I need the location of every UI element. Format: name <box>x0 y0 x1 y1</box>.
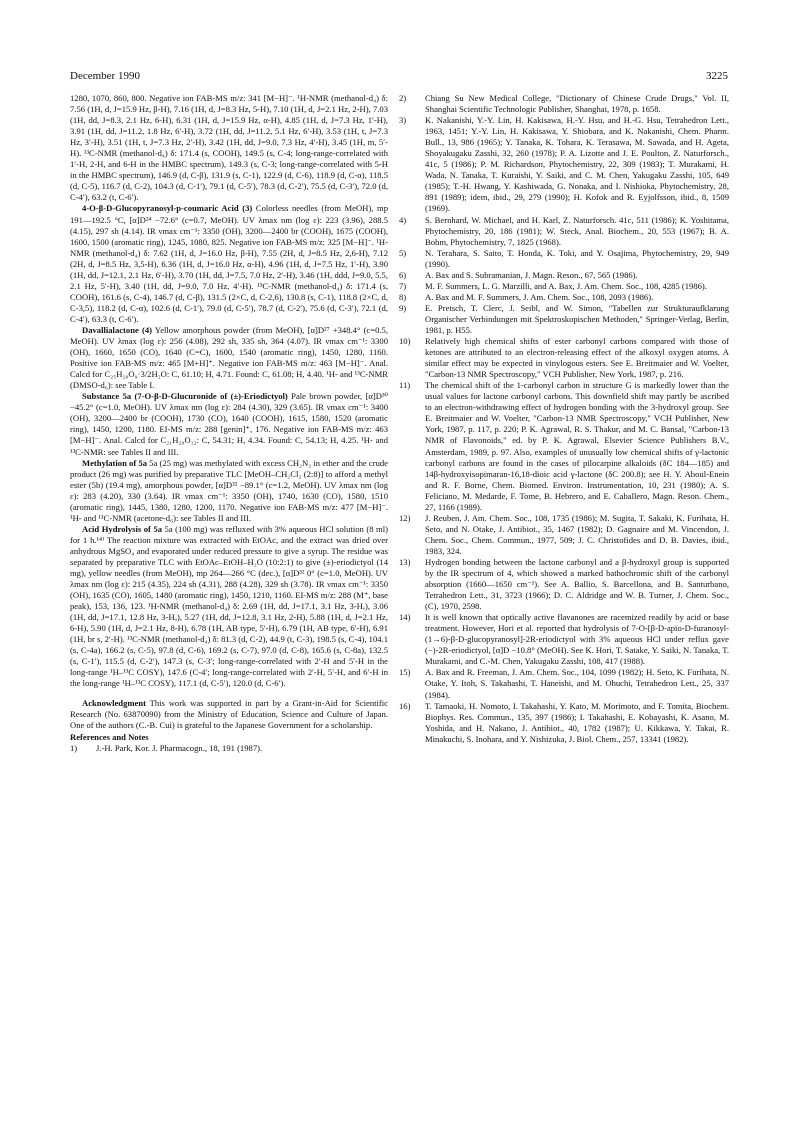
reference-text: Relatively high chemical shifts of ester carbonyl carbons compared with those of ketones are attributed to an electron-releasing effect of the alkoxyl oxygen atoms. A similar effect may be expected in vinylogous esters. See E. Breitmaier and W. Voelter, "Carbon-13 NMR Spectroscopy," VCH Publisher, New York, 1987, p. 216. <box>425 336 729 380</box>
reference-number: 5) <box>399 247 407 258</box>
run-in-heading: 4-O-β-D-Glucopyranosyl-p-coumaric Acid (3) <box>82 203 253 214</box>
run-in-heading: Substance 5a (7-O-β-D-Glucuronide of (±)-Eriodictyol) <box>82 391 288 402</box>
reference-text: Hydrogen bonding between the lactone carbonyl and a β-hydroxyl group is supported by the IR spectrum of 4, which showed a marked bathochromic shift of the carbonyl absorption (1660—1650 cm⁻¹). See A. Ballio, S. Barcellona, and B. Santurbano, Tetrahedron Lett., 31, 3723 (1966); D. C. Aldridge and W. B. Turner, J. Chem. Soc., (C), 1970, 2598. <box>425 556 729 612</box>
reference-item <box>399 281 729 292</box>
reference-number: 11) <box>399 380 411 391</box>
reference-text: T. Tamaoki, H. Nomoto, I. Takahashi, Y. Kato, M. Morimoto, and F. Tomita, Biochem. Biophys. Res. Commun., 135, 397 (1986); I. Takahashi, E. Kobayashi, K. Asano, M. Yoshida, and H. Nakano, J. Antibiot., 40, 1782 (1987); U. Kikkawa, Y. Takai, R. Minakuchi, S. Inohara, and Y. Nishizuka, J. Biol. Chem., 257, 13341 (1982). <box>425 700 729 744</box>
body-paragraph <box>70 93 388 203</box>
reference-item <box>70 743 388 754</box>
reference-number: 2) <box>399 93 407 103</box>
run-in-heading: Methylation of 5a <box>82 457 147 468</box>
reference-item <box>399 303 729 336</box>
reference-item <box>399 115 729 214</box>
paragraph-text: 5a (25 mg) was methylated with excess CH₂N₂ in ether and the crude product (26 mg) was purified by preparative TLC [MeOH–CH₂Cl₂ (2:8)] to afford a methyl ester (5b) (19.4 mg), amorphous powder, [α]D³² −89.1° (c=1.2, MeOH). UV λmax nm (log ε): 283 (4.20), 330 (3.64). IR νmax cm⁻¹: 3350 (OH), 1740, 1630 (CO), 1580, 1510 (aromatic ring), 1445, 1380, 1280, 1200, 1170. Negative ion FAB-MS m/z: 477 [M−H]⁻. ¹H- and ¹³C-NMR (acetone-d₆): see Tables II and III. <box>70 457 388 523</box>
reference-number: 14) <box>399 612 411 623</box>
reference-text: The chemical shift of the 1-carbonyl carbon in structure G is markedly lower than the usual values for lactone carbonyl carbons. This downfield shift may partly be ascribed to an electron-withdrawing effect of hydrogen bonding with the 3-hydroxyl group. See E. Breitmaier and W. Voelter, "Carbon-13 NMR Spectroscopy," VCH Publisher, New York, 1987, p. 117, p. 220; P. K. Agrawal, R. S. Thakur, and M. C. Bansal, "Carbon-13 NMR of Flavonoids," ed. by P. K. Agrawal, Elsevier Science Publishers B.V., Amsterdam, 1989, p. 97. Also, examples of unusually low chemical shifts of γ-lactonic carbonyl carbons are found in the cases of pilocarpine alkaloids (δC 184—185) and 14β-hydroxyisopimaran-16,18-dioic acid γ-lactone (δC 200.8); see H. Y. Aboul-Enein and R. F. Borne, Chem. Biomed. Environ. Instrumentation, 10, 231 (1980); A. S. Feliciano, M. Medarde, F. Tome, B. Hebrero, and E. Caballero, Magn. Reson. Chem., 27, 1166 (1989). <box>425 380 729 512</box>
run-in-heading: Davallialactone (4) <box>82 324 153 335</box>
reference-text: J.-H. Park, Kor. J. Pharmacogn., 18, 191 (1987). <box>96 742 263 753</box>
reference-number: 1) <box>70 742 78 753</box>
reference-text: E. Pretsch, T. Clerc, J. Seibl, and W. Simon, "Tabellen zur Strukturaufklarung Organischer Verbindungen mit Spektroskopischen Methoden," Springer-Verlag, Berlin, 1981, p. H55. <box>425 302 729 335</box>
reference-text: K. Nakanishi, Y.-Y. Lin, H. Kakisawa, H.-Y. Hsu, and H.-G. Hsu, Tetrahedron Lett., 1963, 1451; Y.-Y. Lin, H. Kakisawa, Y. Shiobara, and K. Nakanishi, Chem. Pharm. Bull., 13, 986 (1965); Y. Tanaka, K. Tohara, K. Terasawa, M. Sawada, and H. Ageta, Shoyakugaku Zasshi, 32, 260 (1978); P. A. Lizotte and J. E. Poulton, Z. Naturforsch., 41c, 5 (1986); P. M. Richardson, Phytochemistry, 22, 309 (1983); T. Murakami, H. Wada, N. Tanaka, T. Kuraishi, Y. Saiki, and C. M. Chen, Yakugaku Zasshi, 105, 649 (1985); T.-H. Hwang, Y. Kashiwada, G. Nonaka, and I. Nishioka, Phytochemistry, 28, 891 (1989); idem, ibid., 29, 279 (1990); H. Kofok and R. Eyjolfsson, ibid., 8, 1509 (1969). <box>425 115 729 214</box>
reference-number: 3) <box>399 115 407 126</box>
paragraph-text: Pale brown powder, [α]D³⁰ −45.2° (c=1.0, MeOH). UV λmax nm (log ε): 284 (4.30), 329 (3.65). IR νmax cm⁻¹: 3400 (OH), 3200—2400 br (COOH), 1730 (CO), 1640 (COOH), 1615, 1580, 1520 (aromatic ring), 1450, 1200, 1180. EI-MS m/z: 288 [genin]⁺, 176. Negative ion FAB-MS m/z: 463 [M−H]⁻. Anal. Calcd for C₂₁H₂₀O₁₂: C, 54.31; H, 4.34. Found: C, 54.13; H, 4.25. ¹H- and ¹³C-NMR: see Tables II and III. <box>70 391 388 457</box>
page-number: 3225 <box>706 70 728 82</box>
experimental-section <box>70 93 388 731</box>
reference-text: M. F. Summers, L. G. Marzilli, and A. Bax, J. Am. Chem. Soc., 108, 4285 (1986). <box>425 280 707 291</box>
paragraph-text: Yellow amorphous powder (from MeOH), [α]D²⁷ +348.4° (c=0.5, MeOH). UV λmax (log ε): 256 (4.08), 292 sh, 335 sh, 364 (4.07). IR νmax cm⁻¹: 3300 (OH), 1660, 1650 (CO), 1640 (C=C), 1600, 1540 (aromatic ring), 1450, 1280, 1160. Positive ion FAB-MS m/z: 465 [M+H]⁺. Negative ion FAB-MS m/z: 463 [M−H]⁻. Anal. Calcd for C₂₅H₂₀O₉·3/2H₂O: C, 61.10; H, 4.71. Found: C, 61.08; H, 4.40. ¹H- and ¹³C-NMR (DMSO-d₆): see Table I. <box>70 324 388 391</box>
reference-number: 7) <box>399 280 407 291</box>
reference-item <box>399 292 729 303</box>
reference-text: A. Bax and M. F. Summers, J. Am. Chem. Soc., 108, 2093 (1986). <box>425 291 654 302</box>
references-heading: References and Notes <box>70 731 149 742</box>
reference-item <box>399 513 729 557</box>
body-paragraph <box>70 391 388 457</box>
left-column <box>70 93 388 754</box>
reference-item <box>399 557 729 612</box>
reference-number: 6) <box>399 269 407 280</box>
reference-text: S. Bernhard, W. Michael, and H. Karl, Z. Naturforsch. 41c, 511 (1986); K. Yoshitama, Phytochemistry, 20, 186 (1981); W. Steck, Anal. Biochem., 20, 553 (1967); B. A. Bohm, Phytochemistry, 7, 1825 (1968). <box>425 214 729 247</box>
run-in-heading: Acid Hydrolysis of 5a <box>82 523 162 534</box>
reference-item <box>399 380 729 513</box>
reference-number: 4) <box>399 214 407 225</box>
paragraph-text: 1280, 1070, 860, 800. Negative ion FAB-MS m/z: 341 [M−H]⁻. ¹H-NMR (methanol-d₄) δ: 7.56 (1H, d, J=15.9 Hz, β-H), 7.16 (1H, d, J=8.3 Hz, 5-H), 7.10 (1H, d, J=2.1 Hz, 2-H), 7.03 (1H, dd, J=8.3, 2.1 Hz, 6-H), 6.31 (1H, d, J=15.9 Hz, α-H), 4.85 (1H, d, J=7.3 Hz, 1′-H), 3.91 (1H, dd, J=11.2, 1.8 Hz, 6′-H), 3.72 (1H, dd, J=11.2, 5.1 Hz, 6′-H), 3.53 (1H, t, J=7.3 Hz, 3′-H), 3.51 (1H, t, J=7.3 Hz, 2′-H), 3.42 (1H, dd, J=9.0, 7.3 Hz, 4′-H), 3.45 (1H, m, 5′-H). ¹³C-NMR (methanol-d₄) δ: 171.4 (s, COOH), 149.5 (s, C-4; long-range-correlated with 1′-H, 2-H, and 6-H in the HMBC spectrum), 149.3 (s, C-3; long-range-correlated with 5-H in the HMBC spectrum), 146.9 (d, C-β), 131.9 (s, C-1), 122.9 (d, C-6), 118.9 (d, C-α), 118.5 (d, C-5), 116.7 (d, C-2), 104.3 (d, C-1′), 79.1 (d, C-5′), 78.3 (d, C-2′), 75.5 (d, C-3′), 72.0 (d, C-4′), 63.2 (t, C-6′). <box>70 93 388 203</box>
reference-item <box>399 336 729 380</box>
reference-item <box>399 248 729 270</box>
body-paragraph <box>70 698 388 731</box>
reference-number: 9) <box>399 302 407 313</box>
right-column <box>399 93 729 745</box>
body-paragraph <box>70 325 388 391</box>
paragraph-text: This work was supported in part by a Grant-in-Aid for Scientific Research (No. 63870090) from the Ministry of Education, Science and Culture of Japan. One of the authors (C.-B. Cui) is grateful to the Japanese Government for a scholarship. <box>70 697 388 730</box>
body-paragraph <box>70 458 388 524</box>
reference-list-right <box>399 93 729 745</box>
reference-text: N. Terahara, S. Saito, T. Honda, K. Toki, and Y. Osajima, Phytochemistry, 29, 949 (1990). <box>425 247 729 269</box>
reference-number: 10) <box>399 336 411 347</box>
reference-item <box>399 612 729 667</box>
reference-list-left <box>70 743 388 754</box>
paragraph-text: Colorless needles (from MeOH), mp 191—192.5 °C, [α]D²⁴ −72.6° (c=0.7, MeOH). UV λmax nm (log ε): 223 (3.96), 288.5 (4.15), 297 sh (4.14). IR νmax cm⁻¹: 3350 (OH), 3200—2400 br (COOH), 1675 (COOH), 1600, 1500 (aromatic ring), 1245, 1080, 825. Negative ion FAB-MS m/z: 325 [M−H]⁻. ¹H-NMR (methanol-d₄) δ: 7.62 (1H, d, J=16.0 Hz, β-H), 7.55 (2H, d, J=8.5 Hz, 2,6-H), 7.12 (2H, d, J=8.5 Hz, 3,5-H), 6.36 (1H, d, J=16.0 Hz, α-H), 4.96 (1H, d, J=7.5 Hz, 1′-H), 3.90 (1H, dd, J=12.1, 2.1 Hz, 6′-H), 3.70 (1H, dd, J=7.5, 7.0 Hz, 2′-H), 3.46 (1H, ddd, J=9.0, 5.5, 2.1 Hz, 5′-H), 3.40 (1H, dd, J=9.0, 7.0 Hz, 4′-H). ¹³C-NMR (methanol-d₄) δ: 171.4 (s, COOH), 161.6 (s, C-4), 146.7 (d, C-β), 131.5 (2×C, d, C-2,6), 130.8 (s, C-1), 118.8 (2×C, d, C-3,5), 118.2 (d, C-α), 102.6 (d, C-1′), 79.0 (d, C-5′), 78.7 (d, C-2′), 75.6 (d, C-3′), 72.1 (d, C-4′), 63.3 (t, C-6′). <box>70 203 388 324</box>
reference-text: Chiang Su New Medical College, "Dictionary of Chinese Crude Drugs," Vol. II, Shanghai Scientific Technologic Publisher, Shanghai, 1978, p. 1658. <box>425 93 729 115</box>
body-paragraph <box>70 203 388 325</box>
body-paragraph <box>70 524 388 690</box>
reference-text: A. Bax and R. Freeman, J. Am. Chem. Soc., 104, 1099 (1982); H. Seto, K. Furihata, N. Otake, Y. Itoh, S. Takahashi, T. Haneishi, and M. Ohuchi, Tetrahedron Lett., 25, 337 (1984). <box>425 667 729 700</box>
reference-number: 8) <box>399 291 407 302</box>
reference-number: 12) <box>399 512 411 523</box>
reference-item <box>399 667 729 700</box>
running-header-date: December 1990 <box>70 70 140 82</box>
paragraph-spacer <box>70 690 388 698</box>
run-in-heading: Acknowledgment <box>82 697 146 708</box>
reference-item <box>399 93 729 115</box>
reference-text: It is well known that optically active flavanones are racemized readily by acid or base treatment. However, Hori et al. reported that hydrolysis of 7-O-[β-D-apio-D-furanosyl-(1→6)-β-D-glucopyranosyl]-2R-eriodictyol with 3% aqueous HCl under reflux gave (−)-2R-eriodictyol, [α]D −10.8° (MeOH). See K. Hori, T. Satake, Y. Saiki, N. Tanaka, T. Murakami, and C.-M. Chen, Yakugaku Zasshi, 108, 417 (1988). <box>425 612 729 667</box>
reference-text: J. Reuben, J. Am. Chem. Soc., 108, 1735 (1986); M. Sugita, T. Sakaki, K. Furihata, H. Seto, and N. Otake, J. Antibiot., 35, 1467 (1982); D. Gagnaire and M. Vincendon, J. Chem. Soc., Chem. Commun., 1977, 509; J. C. Christofides and D. B. Davies, ibid., 1983, 324. <box>425 512 729 556</box>
reference-number: 15) <box>399 667 411 678</box>
reference-number: 13) <box>399 556 411 567</box>
reference-number: 16) <box>399 700 411 711</box>
paragraph-text: 5a (100 mg) was refluxed with 3% aqueous HCl solution (8 ml) for 1 h.¹⁴⁾ The reaction mixture was extracted with EtOAc, and the extract was dried over anhydrous MgSO₄ and evaporated under reduced pressure to give a syrup. The residue was separated by preparative TLC with EtOAc–EtOH–H₂O (10:2:1) to give (±)-eriodictyol (14 mg), yellow needles (from MeOH), mp 264—266 °C (dec.), [α]D³² 0° (c=1.0, MeOH). UV λmax nm (log ε): 215 (4.35), 224 sh (4.31), 288 (4.28), 329 sh (3.78). IR νmax cm⁻¹: 3350 (OH), 1635 (CO), 1605, 1480 (aromatic ring), 1450, 1210, 1160. EI-MS m/z: 288 (M⁺, base peak), 153, 136, 123. ¹H-NMR (methanol-d₄) δ: 2.69 (1H, dd, J=17.1, 3.1 Hz, 3-Hₑ), 3.06 (1H, dd, J=17.1, 12.8 Hz, 3-Hₐ), 5.27 (1H, dd, J=12.8, 3.1 Hz, 2-H), 5.88 (1H, d, J=2.1 Hz, 6-H), 5.90 (1H, d, J=2.1 Hz, 8-H), 6.78 (1H, AB type, 5′-H), 6.79 (1H, AB type, 6′-H), 6.91 (1H, br s, 2′-H). ¹³C-NMR (methanol-d₄) δ: 81.3 (d, C-2), 44.9 (t, C-3), 198.5 (s, C-4), 104.1 (s, C-4a), 166.2 (s, C-5), 97.8 (d, C-6), 169.2 (s, C-7), 97.0 (d, C-8), 165.6 (s, C-8a), 132.5 (s, C-1′), 115.5 (d, C-2′), 147.3 (s, C-3′; long-range-correlated with 2′-H and 5′-H in the long-range ¹H–¹³C COSY), 147.6 (C-4′; long-range-correlated with 2′-H, 5′-H, and 6′-H in the long-range ¹H–¹³C COSY), 117.1 (d, C-5′), 120.0 (d, C-6′). <box>70 523 388 689</box>
reference-text: A. Bax and S. Subramanian, J. Magn. Reson., 67, 565 (1986). <box>425 269 638 280</box>
reference-item <box>399 701 729 745</box>
reference-item <box>399 270 729 281</box>
reference-item <box>399 215 729 248</box>
